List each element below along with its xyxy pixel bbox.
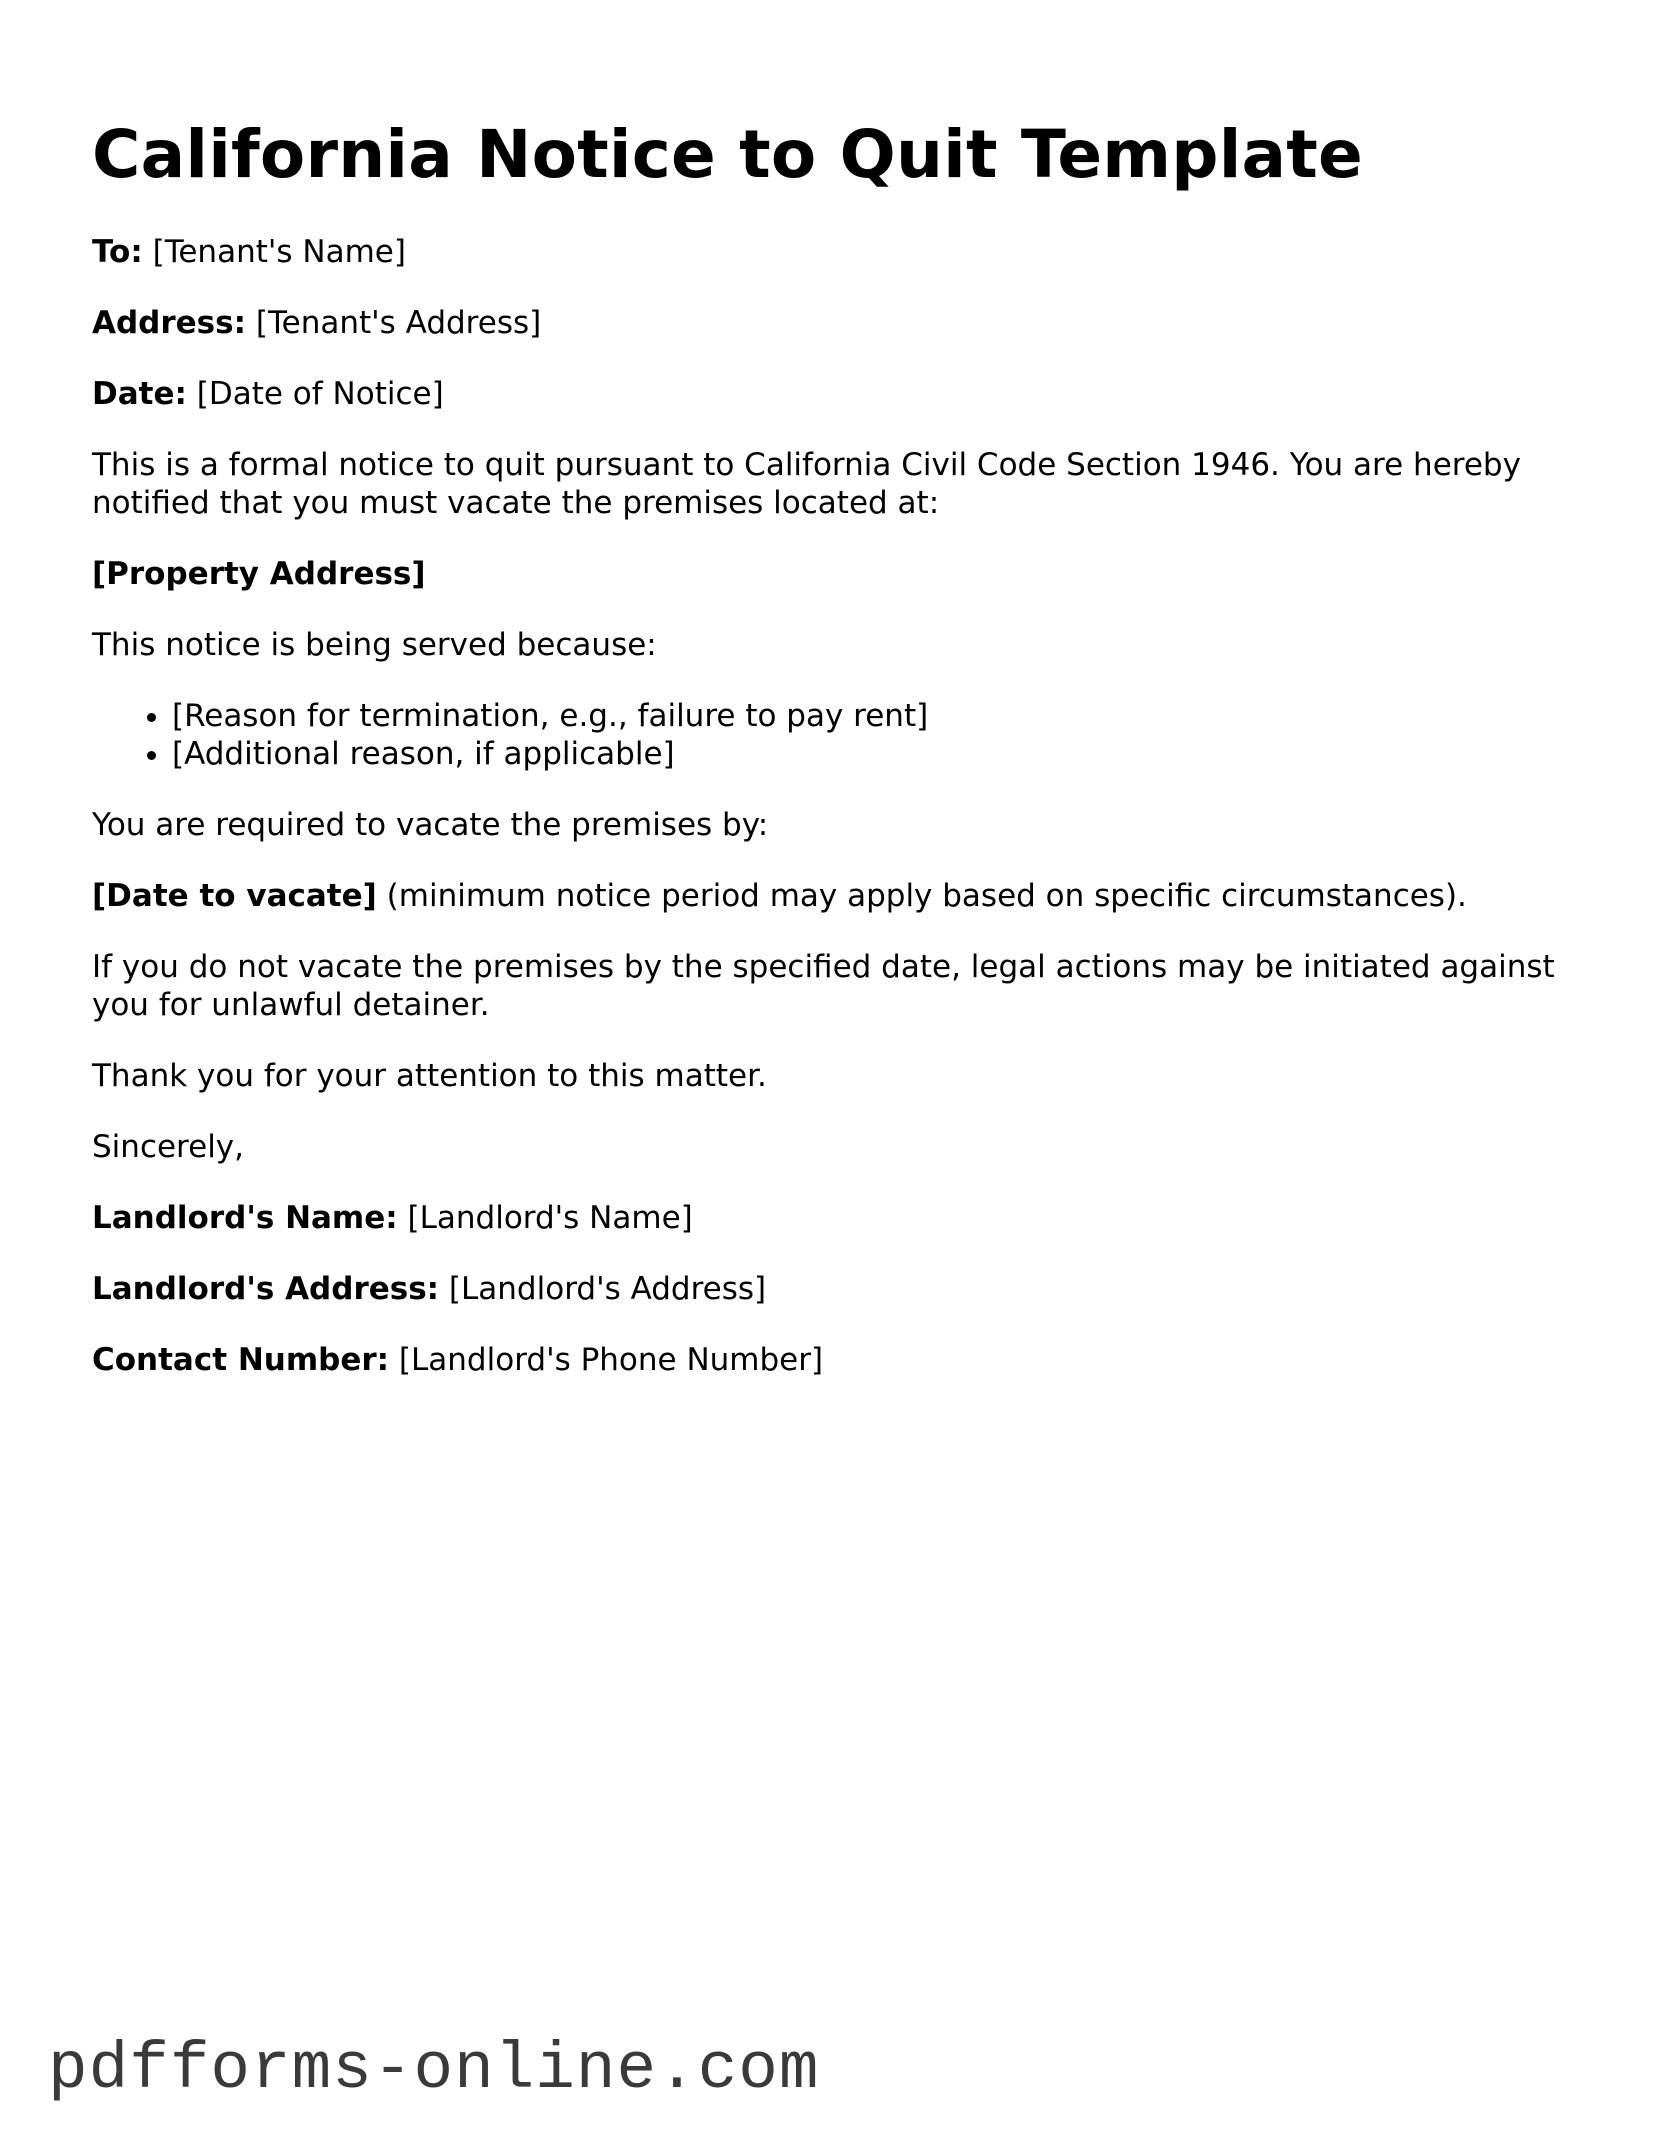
site-watermark: pdfforms-online.com <box>48 2032 820 2107</box>
address-label: Address: <box>92 305 246 341</box>
date-value: [Date of Notice] <box>196 376 444 412</box>
document-title: California Notice to Quit Template <box>92 116 1363 193</box>
vacate-intro: You are required to vacate the premises by: <box>92 807 769 843</box>
landlord-name-line <box>92 1199 1572 1237</box>
list-item: • [Reason for termination, e.g., failure to pay rent] <box>172 697 1572 735</box>
property-address-line <box>92 555 1572 593</box>
landlord-address-line <box>92 1270 1572 1308</box>
list-item: • [Additional reason, if applicable] <box>172 735 1572 773</box>
landlord-name-label: Landlord's Name: <box>92 1200 398 1236</box>
address-value: [Tenant's Address] <box>255 305 542 341</box>
to-value: [Tenant's Name] <box>152 234 406 270</box>
closing-line: Sincerely, <box>92 1129 245 1165</box>
vacate-date-line <box>92 877 1572 915</box>
to-line <box>92 233 1572 271</box>
to-label: To: <box>92 234 143 270</box>
reason-intro: This notice is being served because: <box>92 627 657 663</box>
notice-document <box>92 115 1572 1412</box>
intro-paragraph: This is a formal notice to quit pursuant to California Civil Code Section 1946. You are hereby notified that you must vacate the premises located at: <box>92 447 1521 521</box>
date-line <box>92 375 1572 413</box>
address-line <box>92 304 1572 342</box>
contact-number-label: Contact Number: <box>92 1342 390 1378</box>
warning-paragraph: If you do not vacate the premises by the specified date, legal actions may be initiated against you for unlawful detainer. <box>92 949 1555 1023</box>
reasons-list <box>92 697 1572 773</box>
vacate-note: (minimum notice period may apply based on specific circumstances). <box>386 878 1467 914</box>
vacate-date: [Date to vacate] <box>92 878 377 914</box>
landlord-address-value: [Landlord's Address] <box>448 1271 767 1307</box>
contact-number-value: [Landlord's Phone Number] <box>398 1342 824 1378</box>
landlord-address-label: Landlord's Address: <box>92 1271 440 1307</box>
property-address: [Property Address] <box>92 556 426 592</box>
date-label: Date: <box>92 376 187 412</box>
landlord-name-value: [Landlord's Name] <box>407 1200 693 1236</box>
contact-number-line <box>92 1341 1572 1379</box>
thanks-line: Thank you for your attention to this matter. <box>92 1058 767 1094</box>
